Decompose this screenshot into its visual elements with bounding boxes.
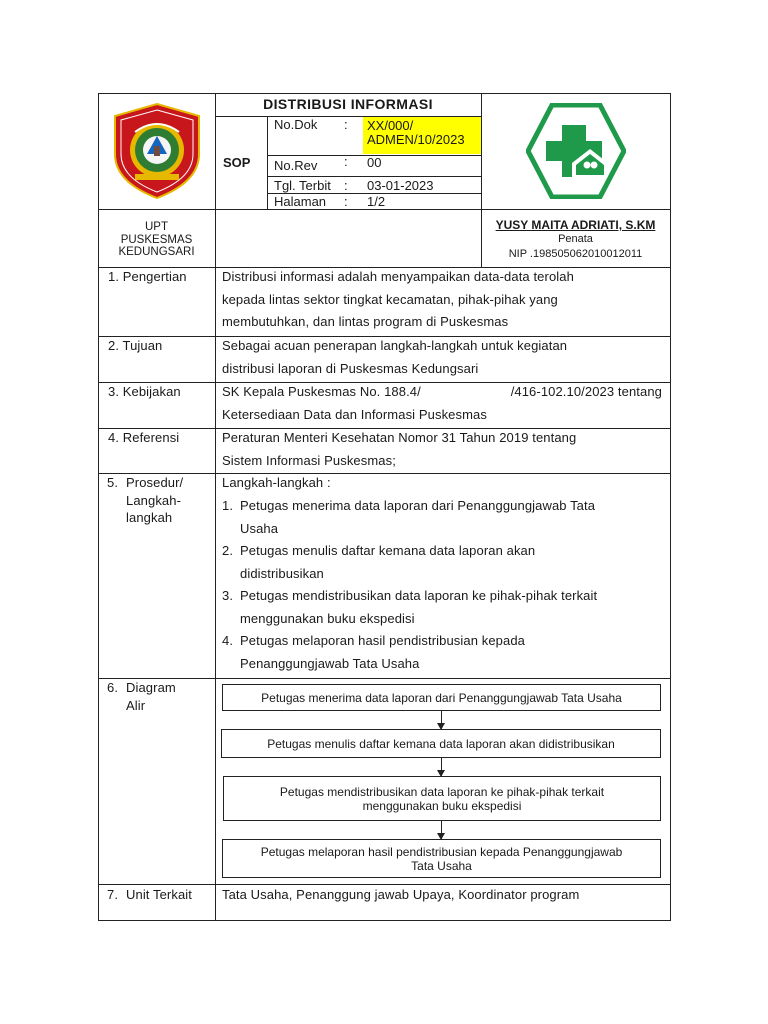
step-line: Petugas menerima data laporan dari Penanggungjawab Tata [240, 498, 596, 513]
flowchart-step-box [222, 839, 661, 878]
flowchart-step-box [223, 776, 661, 821]
docrow-line-2 [267, 176, 481, 177]
prosedur-step [222, 495, 662, 540]
unit-number: 7. [107, 887, 119, 902]
step-line: Usaha [240, 520, 279, 536]
doc-number-label: No.Dok [274, 117, 318, 132]
pengertian-line: Distribusi informasi adalah menyampaikan data-data terolah [222, 269, 574, 284]
signer-rank: Penata [558, 233, 593, 245]
revision-value: 00 [367, 155, 382, 170]
org-line-1: UPT [145, 221, 168, 233]
row-line-4 [98, 473, 671, 474]
doc-number-value-line1: XX/000/ [367, 118, 414, 133]
table-border-right [670, 93, 671, 921]
flowchart-step-text: Tata Usaha [411, 858, 472, 873]
prosedur-intro: Langkah-langkah : [222, 475, 331, 490]
diagram-label-line: Diagram [126, 680, 176, 695]
tujuan-line: Sebagai acuan penerapan langkah-langkah untuk kegiatan [222, 338, 568, 353]
prosedur-step [222, 540, 662, 585]
signer-name: YUSY MAITA ADRIATI, S.KM [495, 218, 656, 232]
org-line-2: PUSKESMAS [120, 233, 193, 246]
flow-arrow-icon [441, 757, 442, 776]
step-number: 2. [222, 543, 234, 558]
puskesmas-logo-icon [526, 103, 626, 199]
flow-arrow-icon [441, 710, 442, 729]
table-border-top [98, 93, 671, 94]
organization-name [98, 221, 215, 259]
pengertian-line: membutuhkan, dan lintas program di Puskesmas [222, 314, 509, 329]
diagram-label-line: Alir [126, 697, 146, 713]
flowchart-step-text: Petugas melaporan hasil pendistribusian kepada Penanggungjawab [260, 844, 623, 859]
row-line-5 [98, 678, 671, 679]
pengertian-label: 1. Pengertian [108, 269, 187, 284]
prosedur-label [126, 472, 183, 527]
regency-emblem-icon [113, 102, 201, 200]
prosedur-step [222, 585, 662, 630]
doc-number-value-line2: ADMEN/10/2023 [367, 132, 465, 147]
flowchart-step-text: menggunakan buku ekspedisi [362, 798, 522, 813]
referensi-line: Sistem Informasi Puskesmas; [222, 452, 396, 468]
sop-label: SOP [223, 155, 251, 170]
pengertian-text [222, 266, 662, 334]
tujuan-label: 2. Tujuan [108, 338, 163, 353]
step-line: Petugas mendistribusikan data laporan ke pihak-pihak terkait [240, 588, 598, 603]
kebijakan-label: 3. Kebijakan [108, 384, 181, 399]
unit-label: Unit Terkait [126, 887, 192, 902]
table-border-bottom [98, 920, 671, 921]
revision-label: No.Rev [274, 158, 318, 173]
step-number: 1. [222, 498, 234, 513]
prosedur-label-line: Langkah- [126, 492, 182, 508]
revision-sep: : [344, 154, 348, 169]
page-sep: : [344, 194, 348, 209]
prosedur-steps [222, 495, 662, 675]
issue-date-value: 03-01-2023 [367, 178, 434, 193]
unit-text: Tata Usaha, Penanggung jawab Upaya, Koordinator program [222, 887, 580, 902]
issue-date-sep: : [344, 178, 348, 193]
kebijakan-text-b: /416-102.10/2023 tentang [510, 384, 662, 399]
page-label: Halaman [274, 194, 327, 209]
flowchart-step-text: Petugas mendistribusikan data laporan ke pihak-pihak terkait [279, 784, 605, 799]
flowchart-step-box [222, 684, 661, 711]
step-number: 4. [222, 633, 234, 648]
step-line: Petugas menulis daftar kemana data laporan akan [240, 543, 536, 558]
kebijakan-text-a: SK Kepala Puskesmas No. 188.4/ [222, 384, 421, 399]
flow-arrow-icon [441, 820, 442, 839]
sop-divider [267, 116, 268, 209]
prosedur-label-line: langkah [126, 510, 173, 525]
step-line: didistribusikan [240, 565, 324, 581]
flowchart-step-text: Petugas menulis daftar kemana data laporan akan didistribusikan [267, 736, 615, 751]
referensi-line: Peraturan Menteri Kesehatan Nomor 31 Tahun 2019 tentang [222, 430, 577, 445]
tujuan-line: distribusi laporan di Puskesmas Kedungsari [222, 360, 479, 376]
tujuan-text [222, 335, 662, 380]
org-line-3: KEDUNGSARI [118, 246, 195, 258]
diagram-number: 6. [107, 680, 119, 695]
kebijakan-text-line2: Ketersediaan Data dan Informasi Puskesmas [222, 407, 487, 422]
prosedur-step [222, 630, 662, 675]
prosedur-label-line: Prosedur/ [126, 475, 184, 490]
issue-date-label: Tgl. Terbit [274, 178, 331, 193]
page-value: 1/2 [367, 194, 386, 209]
step-line: menggunakan buku ekspedisi [240, 610, 415, 626]
doc-number-sep: : [344, 117, 348, 132]
document-title: DISTRIBUSI INFORMASI [263, 96, 433, 112]
table-border-left [98, 93, 99, 921]
flowchart-step-box [221, 729, 661, 758]
column-divider [215, 93, 216, 921]
referensi-text [222, 427, 662, 472]
step-line: Petugas melaporan hasil pendistribusian kepada [240, 633, 526, 648]
step-line: Penanggungjawab Tata Usaha [240, 655, 420, 671]
diagram-label [126, 677, 176, 714]
signer-nip: NIP .198505062010012011 [508, 248, 643, 260]
referensi-label: 4. Referensi [108, 430, 180, 445]
prosedur-number: 5. [107, 475, 119, 490]
flowchart-step-text: Petugas menerima data laporan dari Penanggungjawab Tata Usaha [261, 690, 622, 705]
pengertian-line: kepada lintas sektor tingkat kecamatan, pihak-pihak yang [222, 291, 558, 307]
signer-block [481, 218, 670, 261]
step-number: 3. [222, 588, 234, 603]
